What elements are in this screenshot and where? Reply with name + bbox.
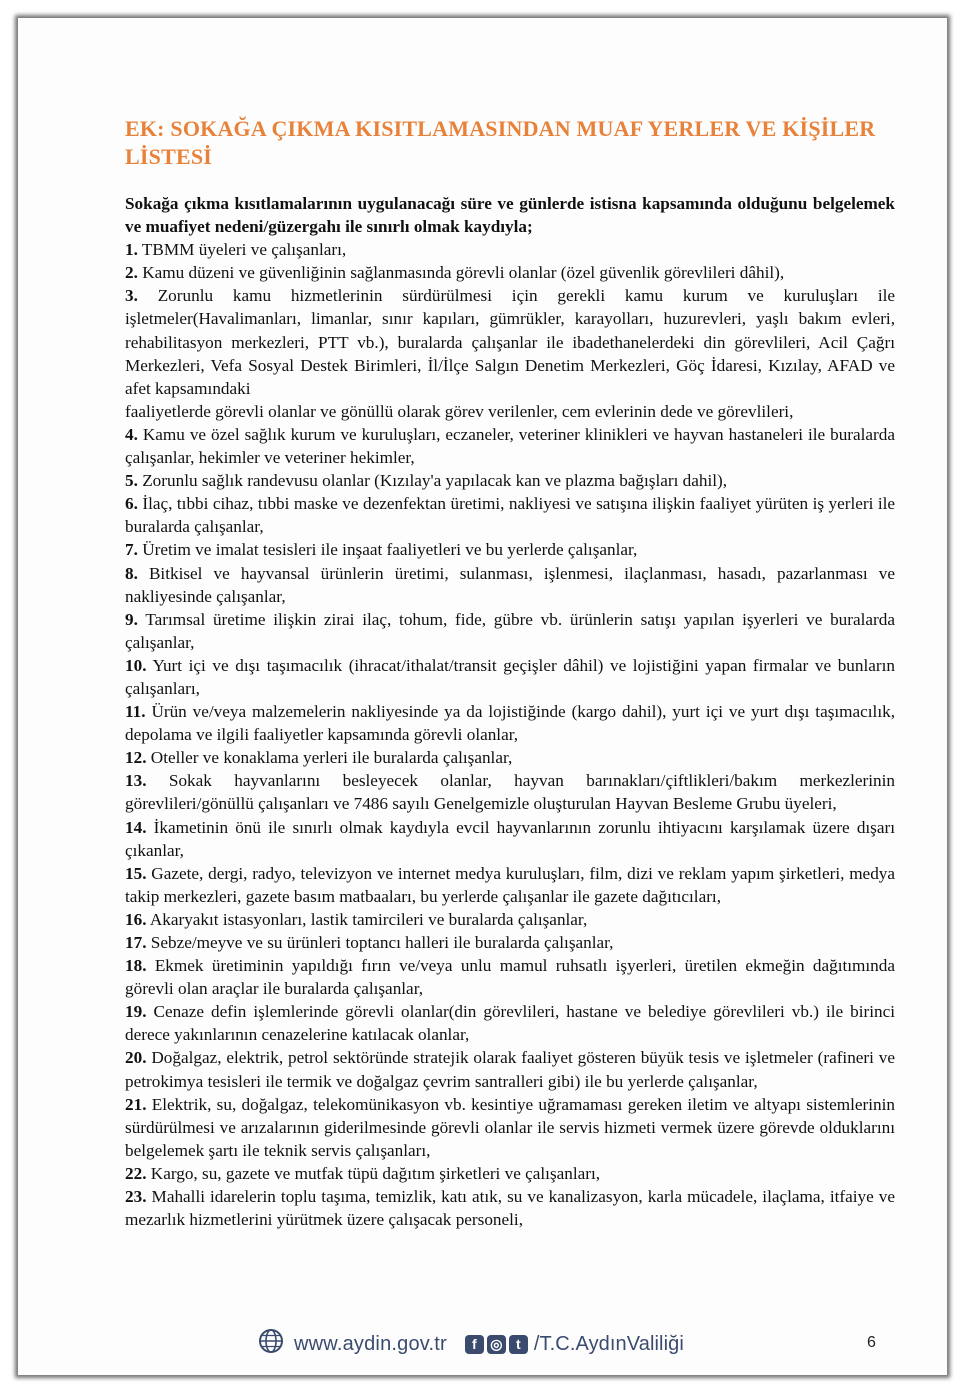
item-text: Gazete, dergi, radyo, televizyon ve internet medya kuruluşları, film, dizi ve reklam yapım şirketleri, medya takip merkezleri, gazete basım matbaaları, bu yerlerde çalışanlar ile gazete dağıtıcıları, — [125, 863, 896, 906]
list-item — [125, 1046, 895, 1092]
list-item — [125, 284, 895, 399]
item-text: TBMM üyeleri ve çalışanları, — [141, 240, 347, 260]
item-number: 17. — [125, 933, 147, 952]
item-number: 11. — [125, 702, 146, 722]
item-text: Zorunlu kamu hizmetlerinin sürdürülmesi için gerekli kamu kurum ve kuruluşları ile işletmeler(Havalimanları, limanlar, sınır kapıları, gümrükler, karayolları, huzurevleri, yaşlı bakım evleri, rehabilitasyon merkezleri, PTT vb.), buralarda çalışanlar ile ibadethanelerdeki din görevlileri, Acil Çağrı Merkezleri, Vefa Sosyal Destek Birimleri, İl/İlçe Salgın Denetim Merkezleri, Göç İdaresi, Kızılay, AFAD ve afet kapsamındaki — [125, 286, 896, 398]
item-text: Kargo, su, gazete ve mutfak tüpü dağıtım şirketleri ve çalışanları, — [150, 1163, 601, 1183]
social-icons — [465, 1335, 528, 1354]
item-number: 9. — [125, 609, 138, 629]
list-item — [125, 261, 895, 284]
list-item — [125, 931, 895, 954]
item-text: Ekmek üretiminin yapıldığı fırın ve/veya unlu mamul ruhsatlı işyerleri, üretilen ekmeğin dağıtımında görevli olan araçlar ile buralarda çalışanlar, — [125, 956, 895, 999]
list-item — [125, 469, 895, 492]
item-number: 16. — [125, 909, 147, 929]
page-title: EK: SOKAĞA ÇIKMA KISITLAMASINDAN MUAF YERLER VE KİŞİLER LİSTESİ — [125, 116, 876, 169]
item-number: 19. — [125, 1002, 147, 1022]
item-number: 20. — [125, 1048, 147, 1068]
list-item — [125, 654, 895, 700]
item-number: 3. — [125, 286, 138, 306]
item-text: Bitkisel ve hayvansal ürünlerin üretimi, sulanması, işlenmesi, ilaçlanması, hasadı, pazarlanması ve nakliyesinde çalışanlar, — [125, 563, 895, 606]
item-number: 12. — [125, 748, 147, 768]
list-item — [125, 954, 895, 1000]
list-item — [125, 1000, 895, 1046]
globe-icon — [258, 1328, 284, 1360]
item-text: Tarımsal üretime ilişkin zirai ilaç, tohum, fide, gübre vb. ürünlerin satışı yapılan işyerleri ve buralarda çalışanlar, — [125, 609, 895, 652]
footer — [258, 1330, 684, 1358]
list-item — [125, 1093, 895, 1162]
item-text: Elektrik, su, doğalgaz, telekomünikasyon vb. kesintiye uğramaması gereken iletim ve altyapı sistemlerinin sürdürülmesi ve arızalarının giderilmesinde görevli olanlar ile servis hizmeti vermek üzere görevde olduklarını belgelemek şartı ile teknik servis çalışanları, — [125, 1094, 896, 1160]
item-number: 2. — [125, 263, 138, 283]
item-number: 23. — [125, 1187, 147, 1207]
twitter-icon[interactable]: t — [509, 1335, 528, 1354]
item-text: Doğalgaz, elektrik, petrol sektöründe stratejik olarak faaliyet gösteren büyük tesis ve işletmeler (rafineri ve petrokimya tesisleri ile termik ve doğalgaz çevrim santralleri gibi) ile bu yerlerde çalışanlar, — [125, 1048, 896, 1091]
item-number: 13. — [125, 771, 147, 791]
document-page — [18, 18, 947, 1375]
item-number: 4. — [125, 424, 138, 444]
list-item — [125, 746, 895, 769]
list-item — [125, 238, 895, 261]
item-number: 22. — [125, 1163, 147, 1183]
list-item — [125, 769, 895, 815]
instagram-icon[interactable]: ◎ — [487, 1335, 506, 1354]
list-item — [125, 908, 895, 931]
document-body — [125, 192, 895, 1231]
item-number: 5. — [125, 471, 138, 491]
item-number: 8. — [125, 563, 138, 583]
item-text: Kamu ve özel sağlık kurum ve kuruluşları, eczaneler, veteriner klinikleri ve hayvan hastaneleri ile buralarda çalışanlar, hekimler ve veteriner hekimler, — [125, 424, 896, 468]
item-text: Oteller ve konaklama yerleri ile buralarda çalışanlar, — [150, 748, 513, 768]
item-text: İkametinin önü ile sınırlı olmak kaydıyla evcil hayvanlarının zorunlu ihtiyacını karşılamak üzere dışarı çıkanlar, — [125, 817, 896, 860]
item-text: Kamu düzeni ve güvenliğinin sağlanmasında görevli olanlar (özel güvenlik görevlileri dâhil), — [142, 263, 785, 283]
exemption-list — [125, 238, 895, 1231]
list-item — [125, 423, 895, 469]
item-number: 1. — [125, 240, 138, 260]
item-number: 18. — [125, 956, 147, 976]
website-link[interactable]: www.aydin.gov.tr — [294, 1332, 447, 1355]
list-item — [125, 562, 895, 608]
intro-paragraph: Sokağa çıkma kısıtlamalarının uygulanacağı süre ve günlerde istisna kapsamında olduğunu belgelemek ve muafiyet nedeni/güzergahı ile sınırlı olmak kaydıyla; — [125, 194, 895, 237]
facebook-icon[interactable]: f — [465, 1335, 484, 1354]
item-text: Yurt içi ve dışı taşımacılık (ihracat/ithalat/transit geçişler dâhil) ve lojistiğini yapan firmalar ve bunların çalışanları, — [125, 655, 895, 698]
item-text: Zorunlu sağlık randevusu olanlar (Kızılay'a yapılacak kan ve plazma bağışları dahil), — [142, 471, 728, 491]
item-number: 10. — [125, 655, 147, 675]
list-item — [125, 1162, 895, 1185]
item-text: Sokak hayvanlarını besleyecek olanlar, hayvan barınakları/çiftlikleri/bakım merkezlerinin görevlileri/gönüllü çalışanları ve 7486 sayılı Genelgemizle oluşturulan Hayvan Besleme Grubu üyeleri, — [125, 771, 895, 814]
list-item — [125, 700, 895, 746]
item-number: 6. — [125, 494, 138, 514]
item-text: Cenaze defin işlemlerinde görevli olanlar(din görevlileri, hastane ve belediye görevlileri vb.) ile birinci derece yakınlarının cenazelerine katılacak olanlar, — [125, 1002, 896, 1045]
item-text: Sebze/meyve ve su ürünleri toptancı halleri ile buralarda çalışanlar, — [150, 933, 614, 952]
list-item — [125, 816, 895, 862]
list-item — [125, 1185, 895, 1231]
page-number: 6 — [867, 1334, 876, 1351]
list-item — [125, 862, 895, 908]
item-number: 7. — [125, 540, 138, 560]
social-handle[interactable]: /T.C.AydınValiliği — [533, 1332, 684, 1355]
item-number: 21. — [125, 1094, 147, 1114]
list-item — [125, 538, 895, 561]
item-number: 14. — [125, 817, 147, 837]
item-text: İlaç, tıbbi cihaz, tıbbi maske ve dezenfektan üretimi, nakliyesi ve satışına ilişkin faaliyet yürüten iş yerleri ile buralarda çalışanlar, — [125, 494, 896, 537]
list-item-continuation: faaliyetlerde görevli olanlar ve gönüllü olarak görev verilenler, cem evlerinin dede ve görevlileri, — [125, 401, 794, 421]
list-item — [125, 608, 895, 654]
list-item — [125, 492, 895, 538]
item-text: Akaryakıt istasyonları, lastik tamircileri ve buralarda çalışanlar, — [149, 909, 588, 929]
item-text: Üretim ve imalat tesisleri ile inşaat faaliyetleri ve bu yerlerde çalışanlar, — [142, 540, 638, 560]
item-number: 15. — [125, 863, 147, 883]
item-text: Mahalli idarelerin toplu taşıma, temizlik, katı atık, su ve kanalizasyon, karla mücadele, ilaçlama, itfaiye ve mezarlık hizmetlerini yürütmek üzere çalışacak personeli, — [125, 1187, 896, 1230]
item-text: Ürün ve/veya malzemelerin nakliyesinde ya da lojistiğinde (kargo dahil), yurt içi ve yurt dışı taşımacılık, depolama ve ilgili faaliyetler kapsamında görevli olanlar, — [125, 702, 896, 745]
